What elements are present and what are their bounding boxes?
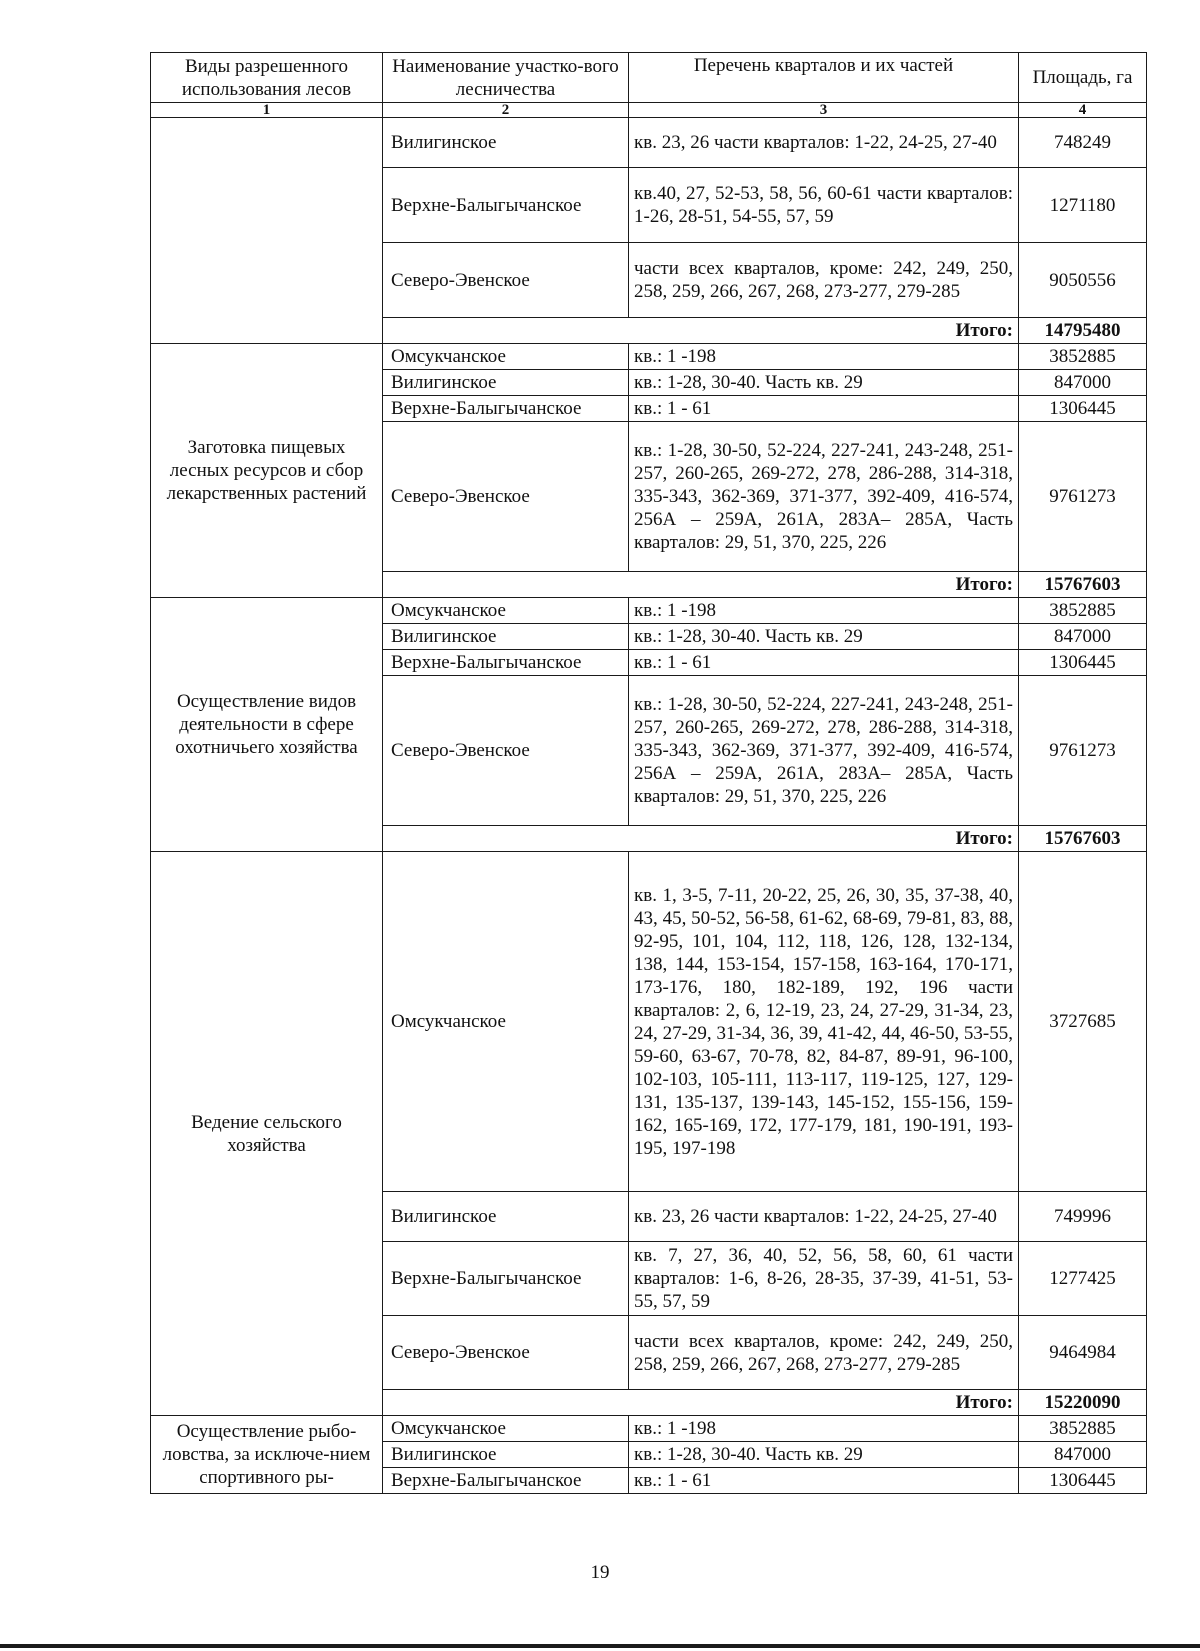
forestry-cell: Северо-Эвенское [383,243,629,318]
forestry-cell: Омсукчанское [383,598,629,624]
forestry-cell: Верхне-Балыгычанское [383,1242,629,1316]
table-row [151,852,1147,1192]
area-cell: 749996 [1019,1192,1147,1242]
bottom-divider [0,1644,1200,1648]
column-number: 1 [151,103,383,118]
forestry-cell: Северо-Эвенское [383,1316,629,1390]
quarters-cell: кв. 7, 27, 36, 40, 52, 56, 58, 60, 61 части кварталов: 1-6, 8-26, 28-35, 37-39, 41-51, 53-55, 57, 59 [629,1242,1019,1316]
total-value: 14795480 [1019,318,1147,344]
forestry-cell: Верхне-Балыгычанское [383,650,629,676]
column-number: 4 [1019,103,1147,118]
page-number: 19 [590,1562,610,1583]
header-row [151,53,1147,103]
total-value: 15767603 [1019,826,1147,852]
quarters-cell: кв.: 1 -198 [629,344,1019,370]
table-row [151,598,1147,624]
forestry-cell: Верхне-Балыгычанское [383,1468,629,1494]
total-label: Итого: [383,826,1019,852]
area-cell: 1306445 [1019,650,1147,676]
forestry-cell: Северо-Эвенское [383,422,629,572]
area-cell: 3727685 [1019,852,1147,1192]
quarters-cell: кв. 23, 26 части кварталов: 1-22, 24-25, 27-40 [629,1192,1019,1242]
forestry-cell: Верхне-Балыгычанское [383,396,629,422]
forestry-cell: Вилигинское [383,1192,629,1242]
total-label: Итого: [383,318,1019,344]
table-row [151,344,1147,370]
forestry-cell: Вилигинское [383,624,629,650]
quarters-cell: части всех кварталов, кроме: 242, 249, 250, 258, 259, 266, 267, 268, 273-277, 279-285 [629,243,1019,318]
use-type-cell: Ведение сельского хозяйства [151,852,383,1416]
quarters-cell: кв.: 1 - 61 [629,1468,1019,1494]
area-cell: 9761273 [1019,422,1147,572]
header-forestry: Наименование участко-вого лесничества [383,53,629,103]
total-label: Итого: [383,572,1019,598]
quarters-cell: кв.: 1 -198 [629,1416,1019,1442]
area-cell: 1271180 [1019,168,1147,243]
quarters-cell: кв.: 1-28, 30-50, 52-224, 227-241, 243-248, 251-257, 260-265, 269-272, 278, 286-288, 314-318, 335-343, 362-369, 371-377, 392-409, 416-574, 256А – 259А, 261А, 283А– 285А, Часть кварталов: 29, 51, 370, 225, 226 [629,422,1019,572]
forestry-cell: Омсукчанское [383,344,629,370]
quarters-cell: кв.: 1-28, 30-50, 52-224, 227-241, 243-248, 251-257, 260-265, 269-272, 278, 286-288, 314-318, 335-343, 362-369, 371-377, 392-409, 416-574, 256А – 259А, 261А, 283А– 285А, Часть кварталов: 29, 51, 370, 225, 226 [629,676,1019,826]
forest-use-table [150,52,1147,1494]
area-cell: 1306445 [1019,1468,1147,1494]
quarters-cell: кв.: 1-28, 30-40. Часть кв. 29 [629,1442,1019,1468]
quarters-cell: кв. 1, 3-5, 7-11, 20-22, 25, 26, 30, 35, 37-38, 40, 43, 45, 50-52, 56-58, 61-62, 68-69, 79-81, 83, 88, 92-95, 101, 104, 112, 118, 126, 128, 132-134, 138, 144, 153-154, 157-158, 163-164, 170-171, 173-176, 180, 182-189, 192, 196 части кварталов: 2, 6, 12-19, 23, 24, 27-29, 31-34, 23, 24, 27-29, 31-34, 36, 39, 41-42, 44, 46-50, 53-55, 59-60, 63-67, 70-78, 82, 84-87, 89-91, 96-100, 102-103, 105-111, 113-117, 119-125, 127, 129-131, 135-137, 139-143, 145-152, 155-156, 159-162, 165-169, 172, 177-179, 181, 190-191, 193-195, 197-198 [629,852,1019,1192]
column-number: 2 [383,103,629,118]
table-row [151,1416,1147,1442]
forestry-cell: Верхне-Балыгычанское [383,168,629,243]
quarters-cell: кв.: 1 -198 [629,598,1019,624]
area-cell: 9464984 [1019,1316,1147,1390]
quarters-cell: кв.: 1-28, 30-40. Часть кв. 29 [629,624,1019,650]
quarters-cell: кв.: 1 - 61 [629,396,1019,422]
area-cell: 3852885 [1019,1416,1147,1442]
area-cell: 748249 [1019,118,1147,168]
quarters-cell: кв.: 1 - 61 [629,650,1019,676]
area-cell: 847000 [1019,1442,1147,1468]
forestry-cell: Вилигинское [383,1442,629,1468]
header-number-row [151,103,1147,118]
area-cell: 1277425 [1019,1242,1147,1316]
column-number: 3 [629,103,1019,118]
forestry-cell: Омсукчанское [383,852,629,1192]
use-type-cell: Заготовка пищевых лесных ресурсов и сбор лекарственных растений [151,344,383,598]
total-value: 15220090 [1019,1390,1147,1416]
use-type-cell [151,118,383,344]
use-type-cell: Осуществление рыбо-ловства, за исключе-нием спортивного ры- [151,1416,383,1494]
area-cell: 9761273 [1019,676,1147,826]
forestry-cell: Вилигинское [383,118,629,168]
total-value: 15767603 [1019,572,1147,598]
area-cell: 1306445 [1019,396,1147,422]
total-label: Итого: [383,1390,1019,1416]
table-row [151,118,1147,168]
forestry-cell: Омсукчанское [383,1416,629,1442]
header-quarters: Перечень кварталов и их частей [629,53,1019,103]
area-cell: 847000 [1019,624,1147,650]
quarters-cell: части всех кварталов, кроме: 242, 249, 250, 258, 259, 266, 267, 268, 273-277, 279-285 [629,1316,1019,1390]
area-cell: 847000 [1019,370,1147,396]
header-area: Площадь, га [1019,53,1147,103]
quarters-cell: кв. 23, 26 части кварталов: 1-22, 24-25, 27-40 [629,118,1019,168]
header-use-type: Виды разрешенного использования лесов [151,53,383,103]
forestry-cell: Северо-Эвенское [383,676,629,826]
area-cell: 3852885 [1019,344,1147,370]
quarters-cell: кв.40, 27, 52-53, 58, 56, 60-61 части кварталов: 1-26, 28-51, 54-55, 57, 59 [629,168,1019,243]
use-type-cell: Осуществление видов деятельности в сфере охотничьего хозяйства [151,598,383,852]
forestry-cell: Вилигинское [383,370,629,396]
area-cell: 9050556 [1019,243,1147,318]
quarters-cell: кв.: 1-28, 30-40. Часть кв. 29 [629,370,1019,396]
area-cell: 3852885 [1019,598,1147,624]
